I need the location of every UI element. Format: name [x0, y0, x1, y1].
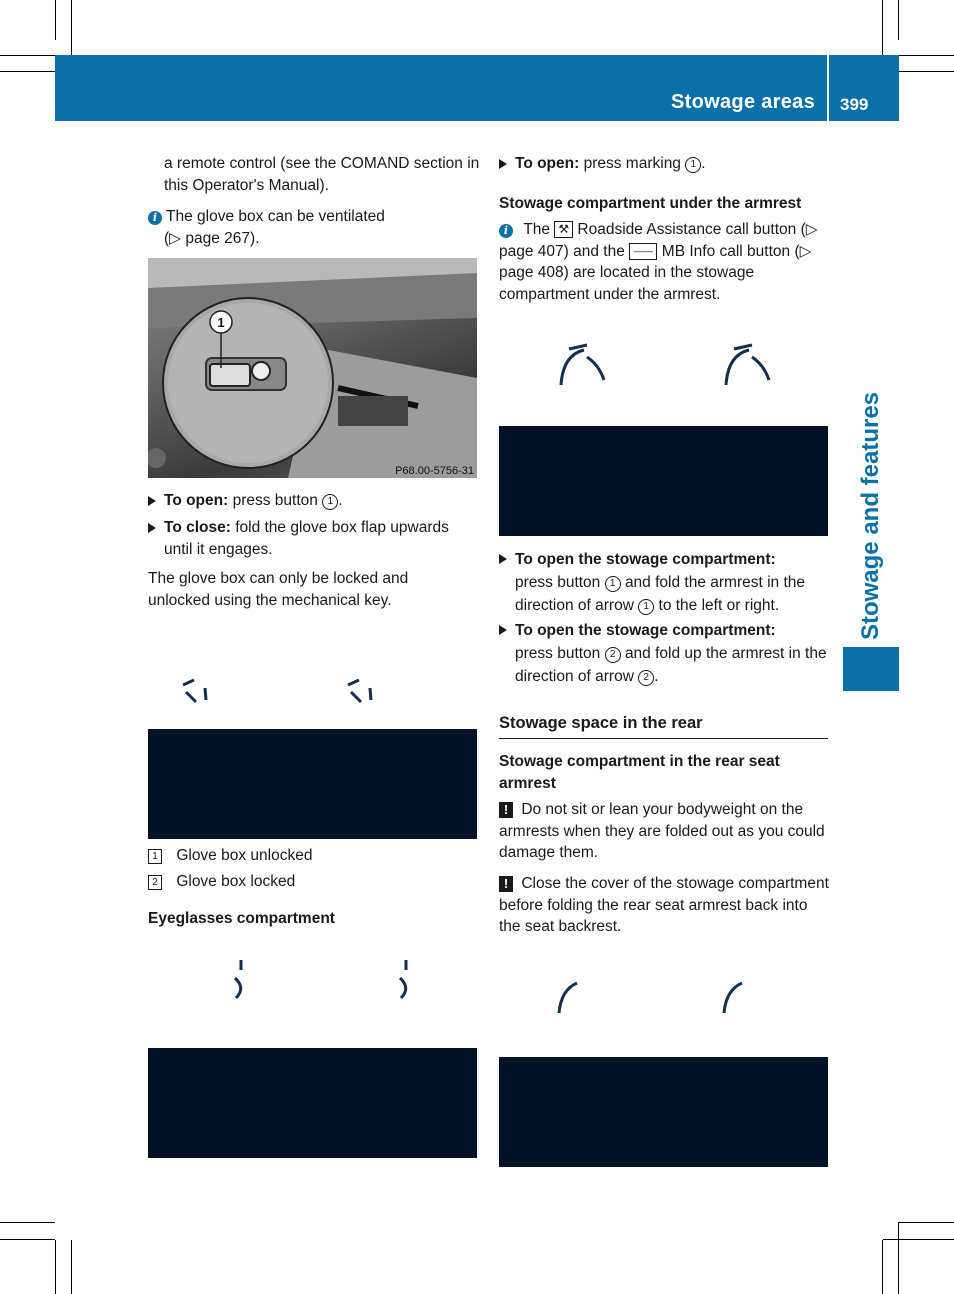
- intro-text: a remote control (see the COMAND section in this Operator's Manual).: [164, 155, 480, 194]
- crop-mark: [882, 1240, 883, 1294]
- legend-1: [148, 845, 312, 867]
- info-note-ref: (▷ page 267).: [164, 229, 260, 247]
- ref-number: 1: [605, 576, 621, 592]
- info-note-text: The glove box can be ventilated: [166, 208, 385, 225]
- armrest-image: [499, 426, 828, 536]
- para-text: The glove box can only be locked and unlocked using the mechanical key.: [148, 570, 409, 609]
- bullet-text: to the left or right.: [658, 597, 780, 614]
- bullet-open: [148, 490, 478, 512]
- warning-1: [499, 799, 831, 864]
- bullet-open-marking: [499, 153, 829, 175]
- rear-armrest-image: [499, 1057, 828, 1167]
- glove-box-illustration: [148, 258, 477, 478]
- bullet-end: .: [701, 155, 706, 172]
- ref-number: 1: [322, 494, 338, 510]
- bullet-arrow-icon: [499, 554, 507, 564]
- legend-number: 2: [148, 875, 162, 890]
- side-tab-marker: [843, 647, 899, 691]
- section-title: Stowage areas: [671, 91, 815, 113]
- rear-armrest-heading: Stowage compartment in the rear seat armrest: [499, 753, 780, 792]
- header-divider: [827, 55, 829, 121]
- bullet-label: To open:: [164, 492, 229, 509]
- crop-mark: [899, 55, 954, 56]
- bullet-text: fold the glove box flap upwards until it engages.: [164, 519, 449, 558]
- crop-mark: [55, 0, 56, 40]
- bullet-arrow-icon: [148, 523, 156, 533]
- ref-number: 2: [638, 670, 654, 686]
- bullet-label: To open the stowage compartment:: [515, 551, 776, 568]
- crop-mark: [71, 0, 72, 55]
- bullet-arrow-icon: [499, 159, 507, 169]
- info-text-3: MB Info call button (▷ page 408) are located in the stowage compartment under the armrest.: [499, 242, 812, 303]
- bullet-label: To open the stowage compartment:: [515, 622, 776, 639]
- bullet-text: press marking: [583, 155, 681, 172]
- bullet-text: press button: [515, 645, 601, 662]
- bullet-text: and fold up the armrest in the direction of arrow: [515, 645, 827, 685]
- left-para: [148, 568, 468, 611]
- bullet-text: press button: [515, 574, 601, 591]
- photo-code: P68.00-5756-31: [395, 465, 474, 477]
- info-text-2: Roadside Assistance call button (▷ page 407) and the: [499, 221, 818, 260]
- side-tab-label: Stowage and features: [857, 391, 884, 641]
- eyeglasses-image: [148, 1048, 477, 1158]
- bullet-text: press button: [232, 492, 318, 509]
- crop-mark: [0, 71, 55, 72]
- left-info-note: [148, 206, 478, 249]
- bullet-close: [148, 517, 478, 560]
- glove-box-lock-image: [148, 729, 477, 839]
- crop-mark: [0, 1239, 55, 1240]
- crop-mark: [71, 1240, 72, 1294]
- crop-mark: [0, 1222, 55, 1223]
- warning-icon: !: [499, 876, 513, 892]
- warning-2: [499, 873, 831, 938]
- crop-mark: [55, 1240, 56, 1294]
- eyeglasses-heading: Eyeglasses compartment: [148, 910, 335, 927]
- info-icon: i: [148, 211, 162, 225]
- photo-callout: 1: [217, 315, 225, 330]
- info-icon: i: [499, 224, 513, 238]
- section-rule: [499, 738, 828, 739]
- warning-text: Do not sit or lean your bodyweight on the armrests when they are folded out as you could damage them.: [499, 801, 825, 861]
- bullet-open-compartment-2: [499, 619, 831, 688]
- legend-2: [148, 871, 295, 893]
- page-number: 399: [840, 95, 869, 114]
- crop-mark: [899, 71, 954, 72]
- crop-mark: [882, 0, 883, 55]
- legend-number: 1: [148, 849, 162, 864]
- legend-text: Glove box unlocked: [176, 847, 313, 864]
- legend-text: Glove box locked: [176, 873, 296, 890]
- crop-mark: [898, 1222, 899, 1294]
- left-intro: [164, 153, 484, 196]
- bullet-text: and fold the armrest in the direction of arrow: [515, 574, 806, 614]
- rear-heading: Stowage space in the rear: [499, 714, 703, 732]
- bullet-open-compartment-1: [499, 548, 831, 617]
- bullet-text: .: [654, 668, 659, 685]
- armrest-info: [499, 219, 831, 305]
- ref-number: 1: [638, 599, 654, 615]
- bullet-end: .: [338, 492, 343, 509]
- page-header: [55, 55, 899, 121]
- warning-text: Close the cover of the stowage compartment before folding the rear seat armrest back into the seat backrest.: [499, 875, 829, 935]
- armrest-arrow-icons: [499, 335, 828, 405]
- crop-mark: [0, 55, 55, 56]
- rear-armrest-arrow-icons: [499, 975, 828, 1025]
- glove-box-photo: [148, 258, 477, 478]
- crop-mark: [899, 1222, 954, 1223]
- crop-mark: [883, 1239, 954, 1240]
- eyeglasses-icons: [148, 950, 477, 1010]
- bullet-label: To close:: [164, 519, 231, 536]
- key-icons: [148, 650, 477, 725]
- warning-icon: !: [499, 802, 513, 818]
- wrench-icon: ⚒: [554, 221, 573, 238]
- ref-number: 1: [685, 157, 701, 173]
- mb-info-icon: ⸺: [629, 243, 657, 260]
- bullet-arrow-icon: [499, 625, 507, 635]
- armrest-heading: Stowage compartment under the armrest: [499, 195, 802, 212]
- bullet-label: To open:: [515, 155, 580, 172]
- crop-mark: [898, 0, 899, 40]
- ref-number: 2: [605, 647, 621, 663]
- info-text-1: The: [523, 221, 551, 238]
- bullet-arrow-icon: [148, 496, 156, 506]
